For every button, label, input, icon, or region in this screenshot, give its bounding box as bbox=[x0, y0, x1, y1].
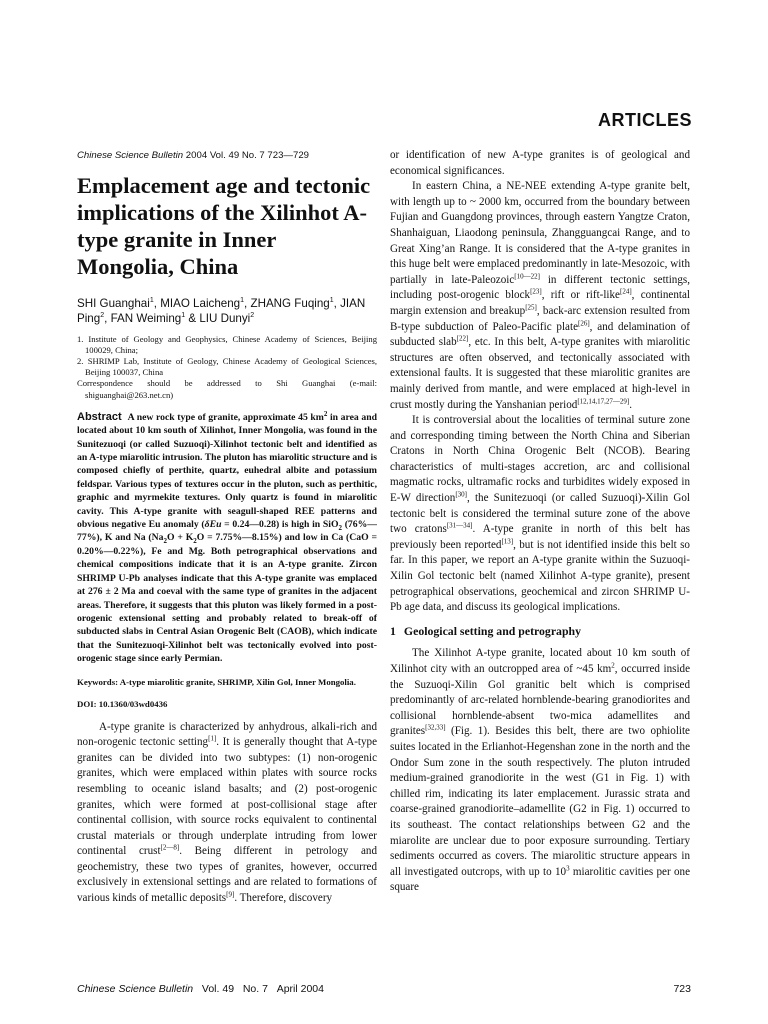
paragraph: A-type granite is characterized by anhydrous, alkali-rich and non-orogenic tectonic setting[1]. It is generally thought that A-type granites can be divided into two subtypes: (1) non-orogenic granites, which were emplaced within plates with source rocks resembling to oceanic island basalts; and (2) post-orogenic granites, which were formed at post-collisional stage after continental collision, with source rocks equivalent to continental crustal materials or through underplate intruding from lower continental crust[2—8]. Being different in petrology and geochemistry, these two types of granites, however, occurred exclusively in extensional settings and are related to formations of various kinds of metallic deposits[9]. Therefore, discovery bbox=[77, 720, 378, 905]
correspondence: Correspondence should be addressed to Shi Guanghai (e-mail: shiguanghai@263.net.cn) bbox=[77, 378, 377, 400]
section-title: Geological setting and petrography bbox=[403, 623, 581, 638]
section-heading bbox=[390, 624, 690, 640]
left-column bbox=[77, 148, 377, 907]
abstract: Abstract A new rock type of granite, approximate 45 $km^2$ in area and located about 10 km south of Xilinhot, Inner Mongolia, was found in the Sunitezuoqi (or called Suzuoqi)-Xilinhot tectonic belt and identified as an A-type miarolitic intrusion. The pluton has miarolitic structure and is composed chiefly of perthite, quartz, euhedral albite and potassium feldspar. Various types of textures occur in the pluton, such as perthitic, graphic and myrmekite textures. Only quartz is found in miarolitic cavity. This A-type granite with seagull-shaped REE patterns and obvious negative Eu anomaly (δEu = 0.24—0.28) is high in SiO$_2$ (76%—77%), K and Na ($Na_2O + K_2O$ = 7.75%—8.15%) and low in Ca (CaO = 0.20%—0.22%), Fe and Mg. Both petrographical observations and chemical compositions indicate that it is an A-type granite. Zircon SHRIMP U-Pb analyses indicate that this A-type granite was emplaced at 276 ± 2 Ma and coeval with the same type of granites in the adjacent areas. Therefore, it suggests that this pluton was likely formed in a post-orogenic extensional setting and probably related to break-off of subducted slabs in Central Asian Orogenic Belt (CAOB), which indicate that the Sunitezuoqi-Xilinhot belt was tectonically evolved into post-orogenic stage since early Permian. bbox=[77, 409, 377, 665]
doi: DOI: 10.1360/03wd0436 bbox=[77, 698, 168, 709]
author-list: SHI Guanghai$^1$, MIAO Laicheng$^1$, ZHANG Fuqing$^1$, JIAN Ping$^2$, FAN Weiming$^1$ & LIU Dunyi$^2$ bbox=[77, 296, 366, 325]
author: JIAN Ping bbox=[77, 296, 366, 325]
paragraph: The Xilinhot A-type granite, located about 10 km south of Xilinhot city with an outcropped area of ~45 $km^2$, occurred inside the Suzuoqi-Xilin Gol granitic belt which is comprised predominantly of arc-related hornblende-bearing granodiorites and collisional hornblende-absent two-mica adamellites and granites[32,33] (Fig. 1). Besides this belt, there are two ophiolite suites located in the Erlianhot-Hegenshan zone in the north and the Ondor Sum zone in the south respectively. The pluton intruded medium-grained granodiorite in the west (G1 in Fig. 1) with chilled rim, indicating its later emplacement. Jurassic strata and coarse-grained granodiorite–adamellite (G2 in Fig. 1) occurred to its southeast. The contact relationships between G2 and the miarolite are unclear due to poor exposure surrounding. Tertiary sediments occurred as covers. The miarolitic structure appears in all investigated outcrops, with up to $10^3$ miarolitic cavities per one square bbox=[390, 647, 690, 894]
paragraph: In eastern China, a NE-NEE extending A-type granite belt, with length up to ~ 2000 km, occurred from the boundary between Fujian and Guangdong provinces, through eastern Yangtze Craton, Shanhaiguan, Liaodong peninsula, Zhangguangcai Range, and to Great Xing’an Range. It is considered that the A-type granites in this huge belt were emplaced predominantly in late-Mesozoic, with partially in late-Paleozoic[10—22] in different tectonic settings, including post-orogenic block[23], rift or rift-like[24], continental margin extension and breakup[25], back-arc extension resulted from B-type subduction of Paleo-Pacific plate[26], and delamination of subducted slab[22], etc. In this belt, A-type granites with miarolitic structures are often observed, and tectonically associated with extensional faults. It is suggested that these miarolitic granites are mainly derived from mantle, and were emplaced at high-level in crust mostly during the Yanshanian period[12,14,17,27—29]. bbox=[390, 180, 691, 411]
section-tag: ARTICLES bbox=[598, 110, 692, 130]
intro-text bbox=[77, 720, 377, 907]
right-column bbox=[390, 148, 690, 896]
citation-ref: [9] bbox=[226, 890, 235, 899]
citation-details: 2004 Vol. 49 No. 7 723—729 bbox=[183, 150, 310, 161]
author: SHI Guanghai bbox=[77, 296, 150, 310]
citation-ref: [1] bbox=[208, 734, 217, 743]
article-title: Emplacement age and tectonic implications of the Xilinhot A-type granite in Inner Mongolia, China bbox=[77, 172, 371, 279]
keywords: Keywords: A-type miarolitic granite, SHRIMP, Xilin Gol, Inner Mongolia. bbox=[77, 676, 356, 687]
citation-line bbox=[77, 148, 377, 164]
affiliation: 1. Institute of Geology and Geophysics, Chinese Academy of Sciences, Beijing 100029, China; bbox=[77, 333, 377, 355]
section-number: 1 bbox=[390, 623, 396, 638]
affiliation: 2. SHRIMP Lab, Institute of Geology, Chinese Academy of Geological Sciences, Beijing 100037, China bbox=[77, 356, 377, 378]
page-footer bbox=[77, 983, 691, 999]
footer-journal: Chinese Science Bulletin Vol. 49 No. 7 April 2004 bbox=[77, 983, 324, 995]
paragraph: It is controversial about the localities of terminal suture zone and corresponding timing between the North China and Siberian Cratons in North China Orogenic Belt (NCOB). Bearing characteristics of multi-stages accretion, arc and collisional magmatic rocks, ultramafic rocks and turbidites widely exposed in E-W direction[30], the Sunitezuoqi (or called Suzuoqi)-Xilin Gol tectonic belt is considered the terminal suture zone of the above two cratons[31—34]. A-type granite in north of this belt has previously been reported[13], but is not identified inside this belt so far. In this paper, we report an A-type granite within the Suzuoqi-Xilin Gol tectonic belt (named Xilinhot A-type granite), present petrographical observations, geochemical and zircon SHRIMP U-Pb age data, and discuss its geological implications. bbox=[390, 414, 690, 614]
author: LIU Dunyi bbox=[199, 311, 251, 325]
author: FAN Weiming bbox=[110, 311, 182, 325]
author: MIAO Laicheng bbox=[160, 296, 241, 310]
citation-journal: Chinese Science Bulletin bbox=[77, 150, 184, 161]
affiliations bbox=[77, 334, 377, 401]
citation-ref: [2—8] bbox=[160, 843, 180, 852]
paragraph: or identification of new A-type granites is of geological and economical significances. bbox=[390, 149, 690, 177]
author: ZHANG Fuqing bbox=[250, 296, 330, 310]
page-number: 723 bbox=[673, 983, 691, 995]
abstract-label: Abstract bbox=[77, 410, 122, 423]
